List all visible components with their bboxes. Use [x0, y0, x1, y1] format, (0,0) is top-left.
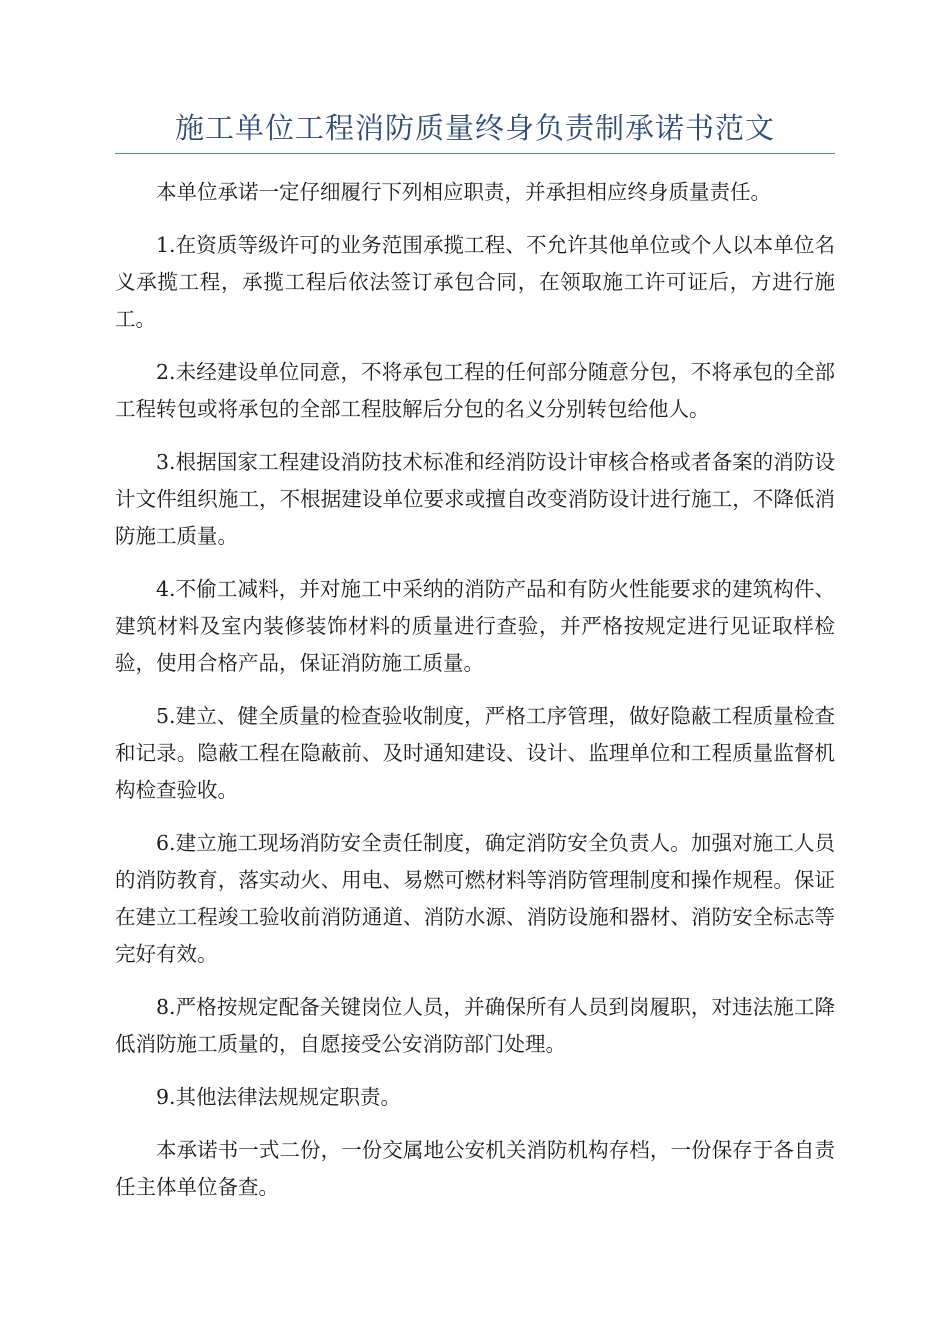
clause-9-paragraph: 9.其他法律法规规定职责。 [156, 1085, 402, 1109]
clause-1-paragraph: 1.在资质等级许可的业务范围承揽工程、不允许其他单位或个人以本单位名义承揽工程，承揽工程后依法签订承包合同，在领取施工许可证后，方进行施工。 [115, 233, 835, 331]
clause-5-paragraph: 5.建立、健全质量的检查验收制度，严格工序管理，做好隐蔽工程质量检查和记录。隐蔽工程在隐蔽前、及时通知建设、设计、监理单位和工程质量监督机构检查验收。 [115, 704, 835, 802]
clause-4-paragraph: 4.不偷工减料，并对施工中采纳的消防产品和有防火性能要求的建筑构件、建筑材料及室内装修装饰材料的质量进行查验，并严格按规定进行见证取样检验，使用合格产品，保证消防施工质量。 [115, 577, 835, 675]
clause-2-paragraph: 2.未经建设单位同意，不将承包工程的任何部分随意分包，不将承包的全部工程转包或将承包的全部工程肢解后分包的名义分别转包给他人。 [115, 360, 835, 421]
document-title: 施工单位工程消防质量终身负责制承诺书范文 [174, 111, 775, 145]
document-body [115, 174, 835, 1222]
clause-3-paragraph: 3.根据国家工程建设消防技术标准和经消防设计审核合格或者备案的消防设计文件组织施工，不根据建设单位要求或擅自改变消防设计进行施工，不降低消防施工质量。 [115, 450, 835, 548]
intro-paragraph: 本单位承诺一定仔细履行下列相应职责，并承担相应终身质量责任。 [156, 180, 771, 204]
title-underline [115, 153, 835, 154]
clause-6-paragraph: 6.建立施工现场消防安全责任制度，确定消防安全负责人。加强对施工人员的消防教育，落实动火、用电、易燃可燃材料等消防管理制度和操作规程。保证在建立工程竣工验收前消防通道、消防水源、消防设施和器材、消防安全标志等完好有效。 [115, 831, 835, 966]
closing-paragraph: 本承诺书一式二份，一份交属地公安机关消防机构存档，一份保存于各自责任主体单位备查。 [115, 1138, 835, 1199]
clause-8-paragraph: 8.严格按规定配备关键岗位人员，并确保所有人员到岗履职，对违法施工降低消防施工质量的，自愿接受公安消防部门处理。 [115, 995, 835, 1056]
